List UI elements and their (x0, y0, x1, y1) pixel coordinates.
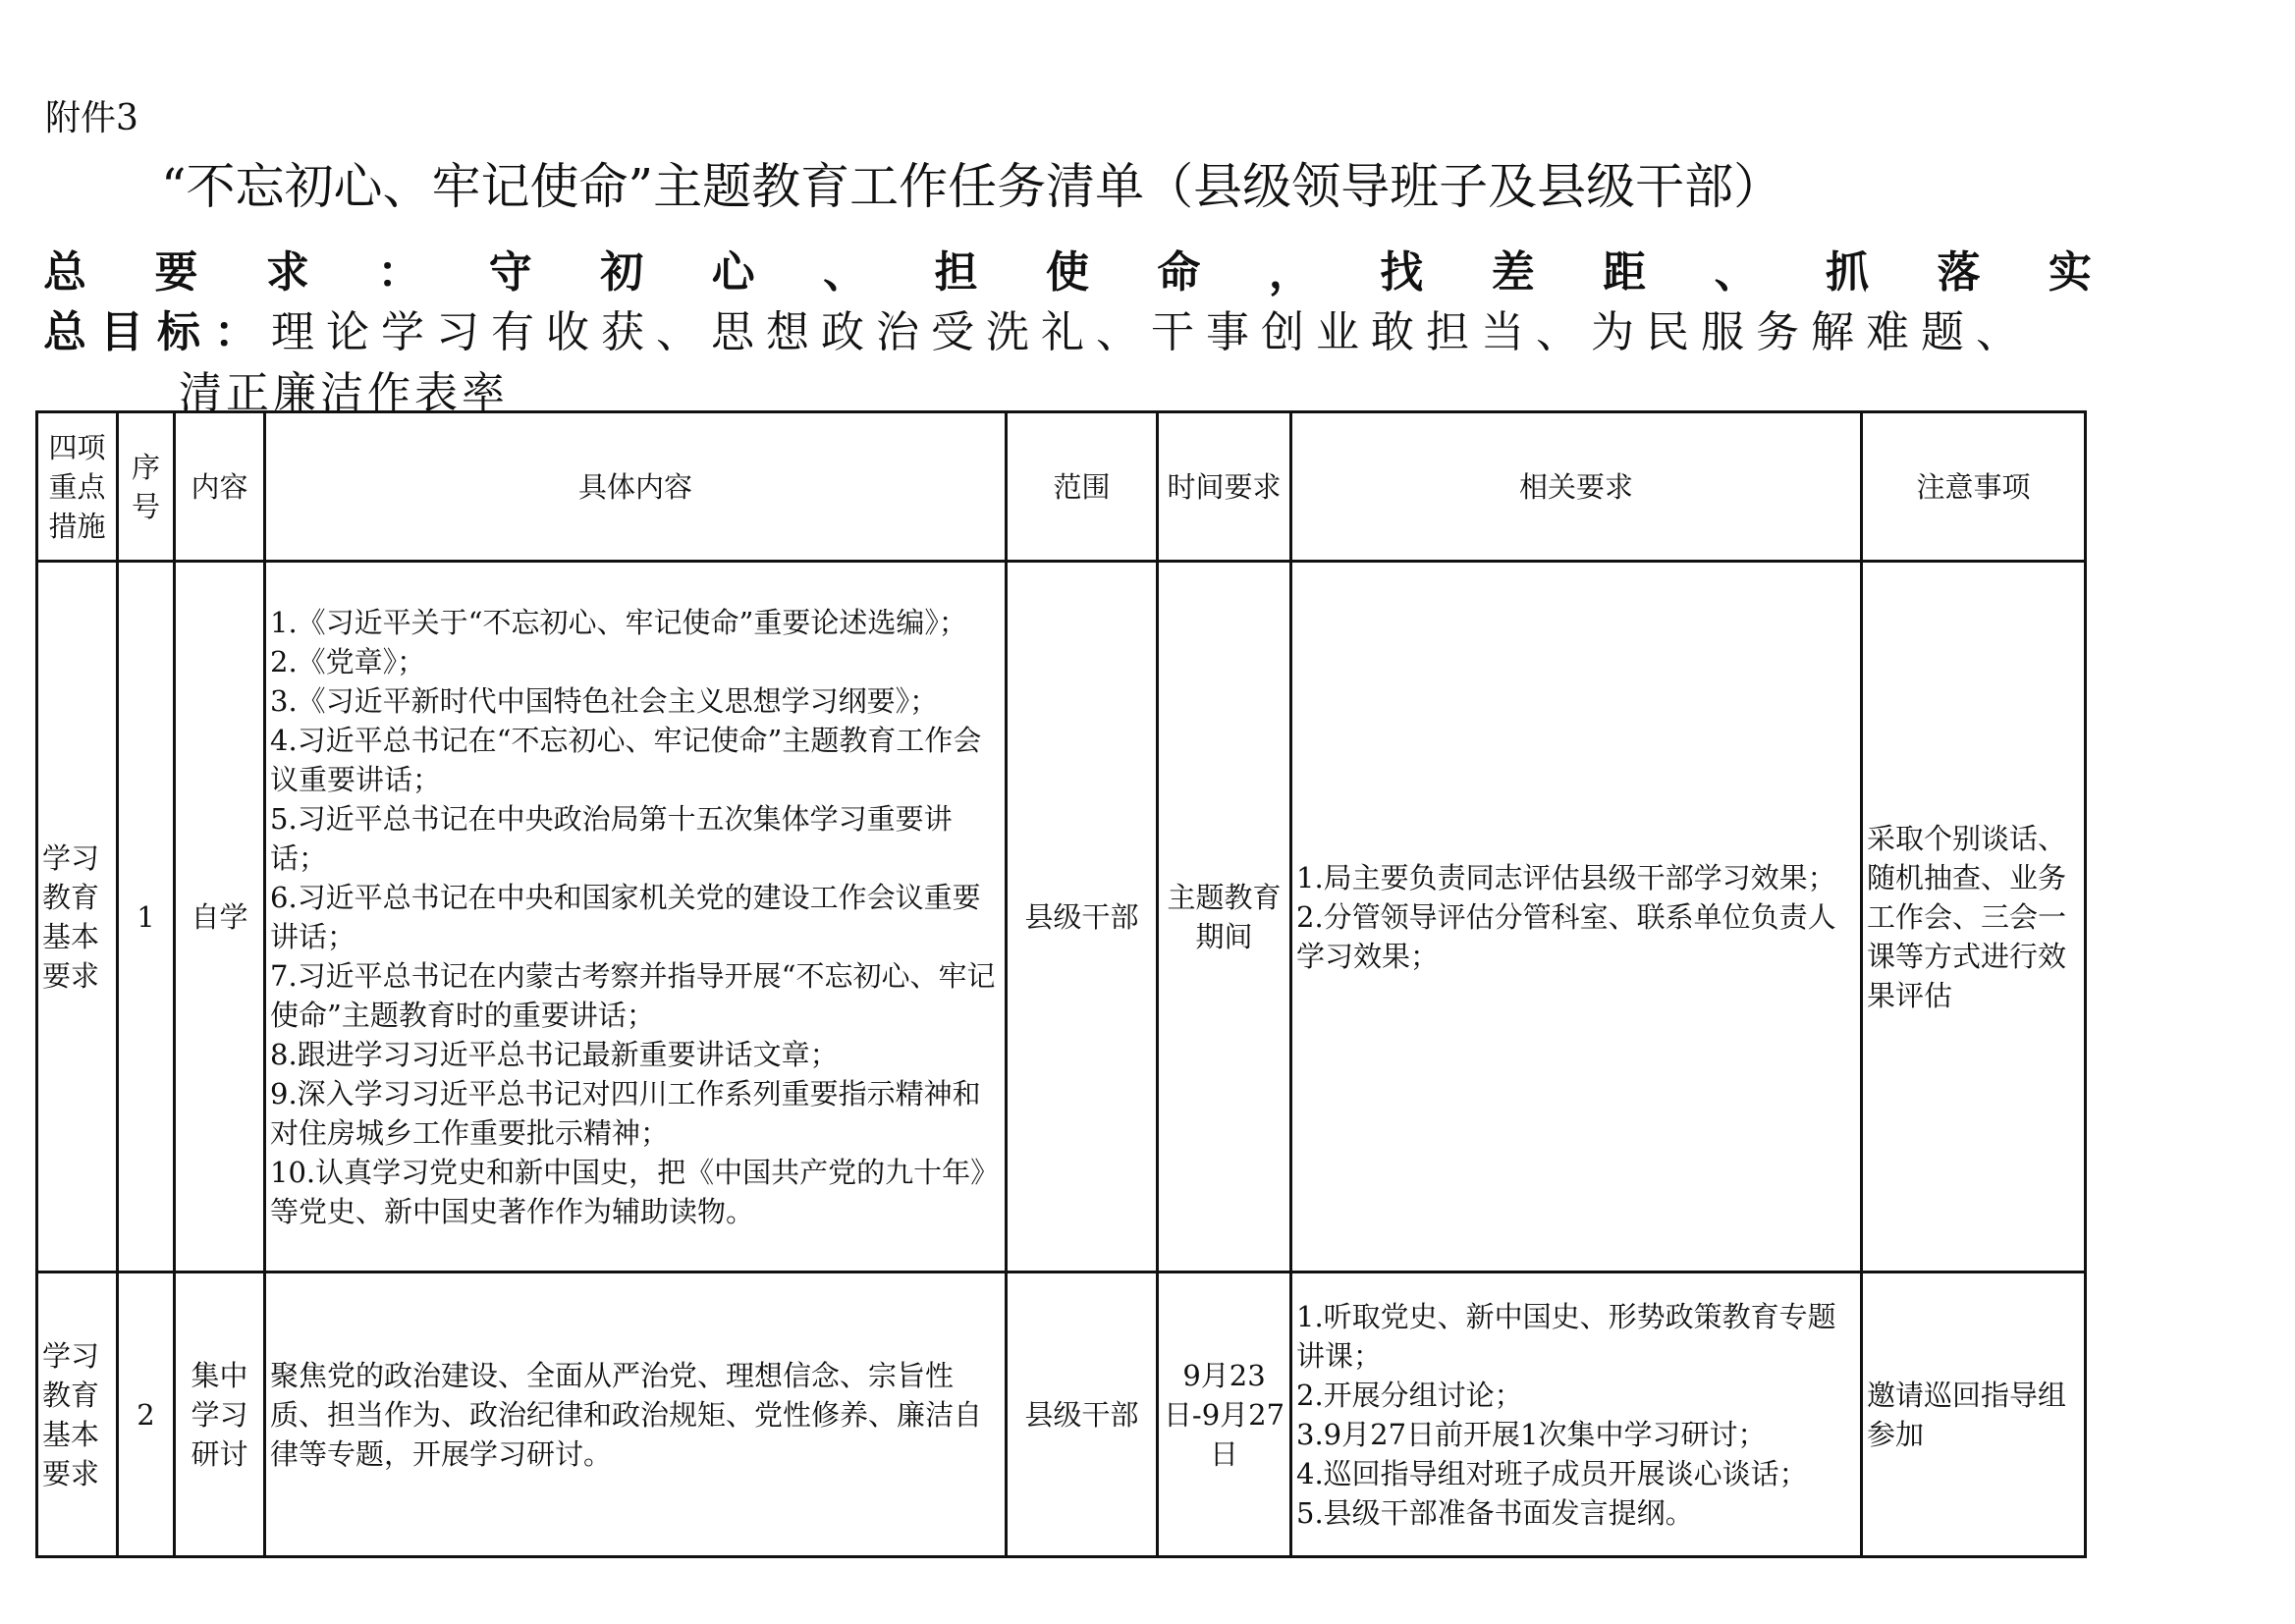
general-requirement-char: 守 (488, 247, 532, 298)
general-requirement-char: ： (377, 247, 421, 298)
general-requirement-char: 担 (934, 247, 978, 298)
cell-notes: 采取个别谈话、随机抽查、业务工作会、三会一课等方式进行效果评估 (1862, 562, 2086, 1272)
detail-item: 1.《习近平关于“不忘初心、牢记使命”重要论述选编》； (270, 605, 967, 639)
cell-requirements (1291, 562, 1862, 1272)
requirement-item: 1.局主要负责同志评估县级干部学习效果； (1296, 860, 1836, 894)
table-row (37, 1272, 2086, 1557)
general-requirement-char: 命 (1157, 247, 1201, 298)
general-requirement-char: 抓 (1826, 247, 1869, 298)
table-row (37, 562, 2086, 1272)
cell-content: 集中学习研讨 (175, 1272, 265, 1557)
header-measures: 四项重点措施 (37, 412, 118, 562)
document-title: “不忘初心、牢记使命”主题教育工作任务清单（县级领导班子及县级干部） (161, 158, 1783, 215)
general-requirement-char: 总 (43, 247, 86, 298)
requirement-item: 3.9月27日前开展1次集中学习研讨； (1296, 1417, 1767, 1451)
cell-measure: 学习教育基本要求 (37, 562, 118, 1272)
cell-scope: 县级干部 (1007, 1272, 1158, 1557)
header-time: 时间要求 (1158, 412, 1291, 562)
task-table (35, 410, 2087, 1558)
detail-item: 2.《党章》； (270, 644, 426, 678)
general-requirement-char: 心 (711, 247, 755, 298)
general-goal-continuation: 清正廉洁作表率 (179, 368, 509, 418)
header-details: 具体内容 (265, 412, 1007, 562)
cell-requirements (1291, 1272, 1862, 1557)
header-scope: 范围 (1007, 412, 1158, 562)
detail-item: 5.习近平总书记在中央政治局第十五次集体学习重要讲话； (270, 801, 953, 875)
detail-item: 7.习近平总书记在内蒙古考察并指导开展“不忘初心、牢记使命”主题教育时的重要讲话； (270, 958, 996, 1032)
requirement-item: 5.县级干部准备书面发言提纲。 (1296, 1495, 1694, 1530)
general-requirement-char: 落 (1937, 247, 1981, 298)
general-requirement-char: 、 (823, 247, 867, 298)
detail-item: 4.习近平总书记在“不忘初心、牢记使命”主题教育工作会议重要讲话； (270, 723, 982, 796)
header-requirements: 相关要求 (1291, 412, 1862, 562)
general-requirement-char: 初 (600, 247, 644, 298)
attachment-label: 附件3 (45, 98, 138, 138)
cell-time: 9月23日-9月27日 (1158, 1272, 1291, 1557)
table-header-row (37, 412, 2086, 562)
cell-scope: 县级干部 (1007, 562, 1158, 1272)
general-goal-text: 理论学习有收获、思想政治受洗礼、干事创业敢担当、为民服务解难题、 (271, 307, 2031, 357)
general-requirement-char: 使 (1045, 247, 1089, 298)
cell-details (265, 562, 1007, 1272)
detail-item: 10.认真学习党史和新中国史，把《中国共产党的九十年》等党史、新中国史著作作为辅助读物。 (270, 1155, 1000, 1228)
cell-time: 主题教育期间 (1158, 562, 1291, 1272)
header-content: 内容 (175, 412, 265, 562)
requirement-item: 2.开展分组讨论； (1296, 1378, 1523, 1412)
requirement-item: 1.听取党史、新中国史、形势政策教育专题讲课； (1296, 1299, 1836, 1373)
cell-details (265, 1272, 1007, 1557)
detail-item: 9.深入学习习近平总书记对四川工作系列重要指示精神和对住房城乡工作重要批示精神； (270, 1076, 981, 1150)
general-requirement-char: 求 (265, 247, 309, 298)
general-requirement-char: 距 (1603, 247, 1647, 298)
general-requirement (43, 244, 2092, 302)
cell-seq: 1 (118, 562, 175, 1272)
general-requirement-char: 差 (1491, 247, 1535, 298)
general-requirement-char: 、 (1714, 247, 1758, 298)
cell-content: 自学 (175, 562, 265, 1272)
general-requirement-char: 要 (154, 247, 198, 298)
detail-item: 6.习近平总书记在中央和国家机关党的建设工作会议重要讲话； (270, 880, 981, 953)
header-notes: 注意事项 (1862, 412, 2086, 562)
cell-seq: 2 (118, 1272, 175, 1557)
requirement-item: 2.分管领导评估分管科室、联系单位负责人学习效果； (1296, 899, 1836, 973)
general-requirement-char: ， (1268, 247, 1312, 298)
general-goal-label: 总目标： (43, 307, 271, 357)
requirement-item: 4.巡回指导组对班子成员开展谈心谈话； (1296, 1456, 1808, 1490)
detail-item: 聚焦党的政治建设、全面从严治党、理想信念、宗旨性质、担当作为、政治纪律和政治规矩、党性修养、廉洁自律等专题，开展学习研讨。 (270, 1358, 983, 1471)
cell-measure: 学习教育基本要求 (37, 1272, 118, 1557)
header-seq: 序号 (118, 412, 175, 562)
cell-notes: 邀请巡回指导组参加 (1862, 1272, 2086, 1557)
detail-item: 8.跟进学习习近平总书记最新重要讲话文章； (270, 1037, 839, 1071)
general-requirement-char: 找 (1380, 247, 1424, 298)
detail-item: 3.《习近平新时代中国特色社会主义思想学习纲要》； (270, 683, 939, 718)
general-requirement-char: 实 (2048, 247, 2092, 298)
